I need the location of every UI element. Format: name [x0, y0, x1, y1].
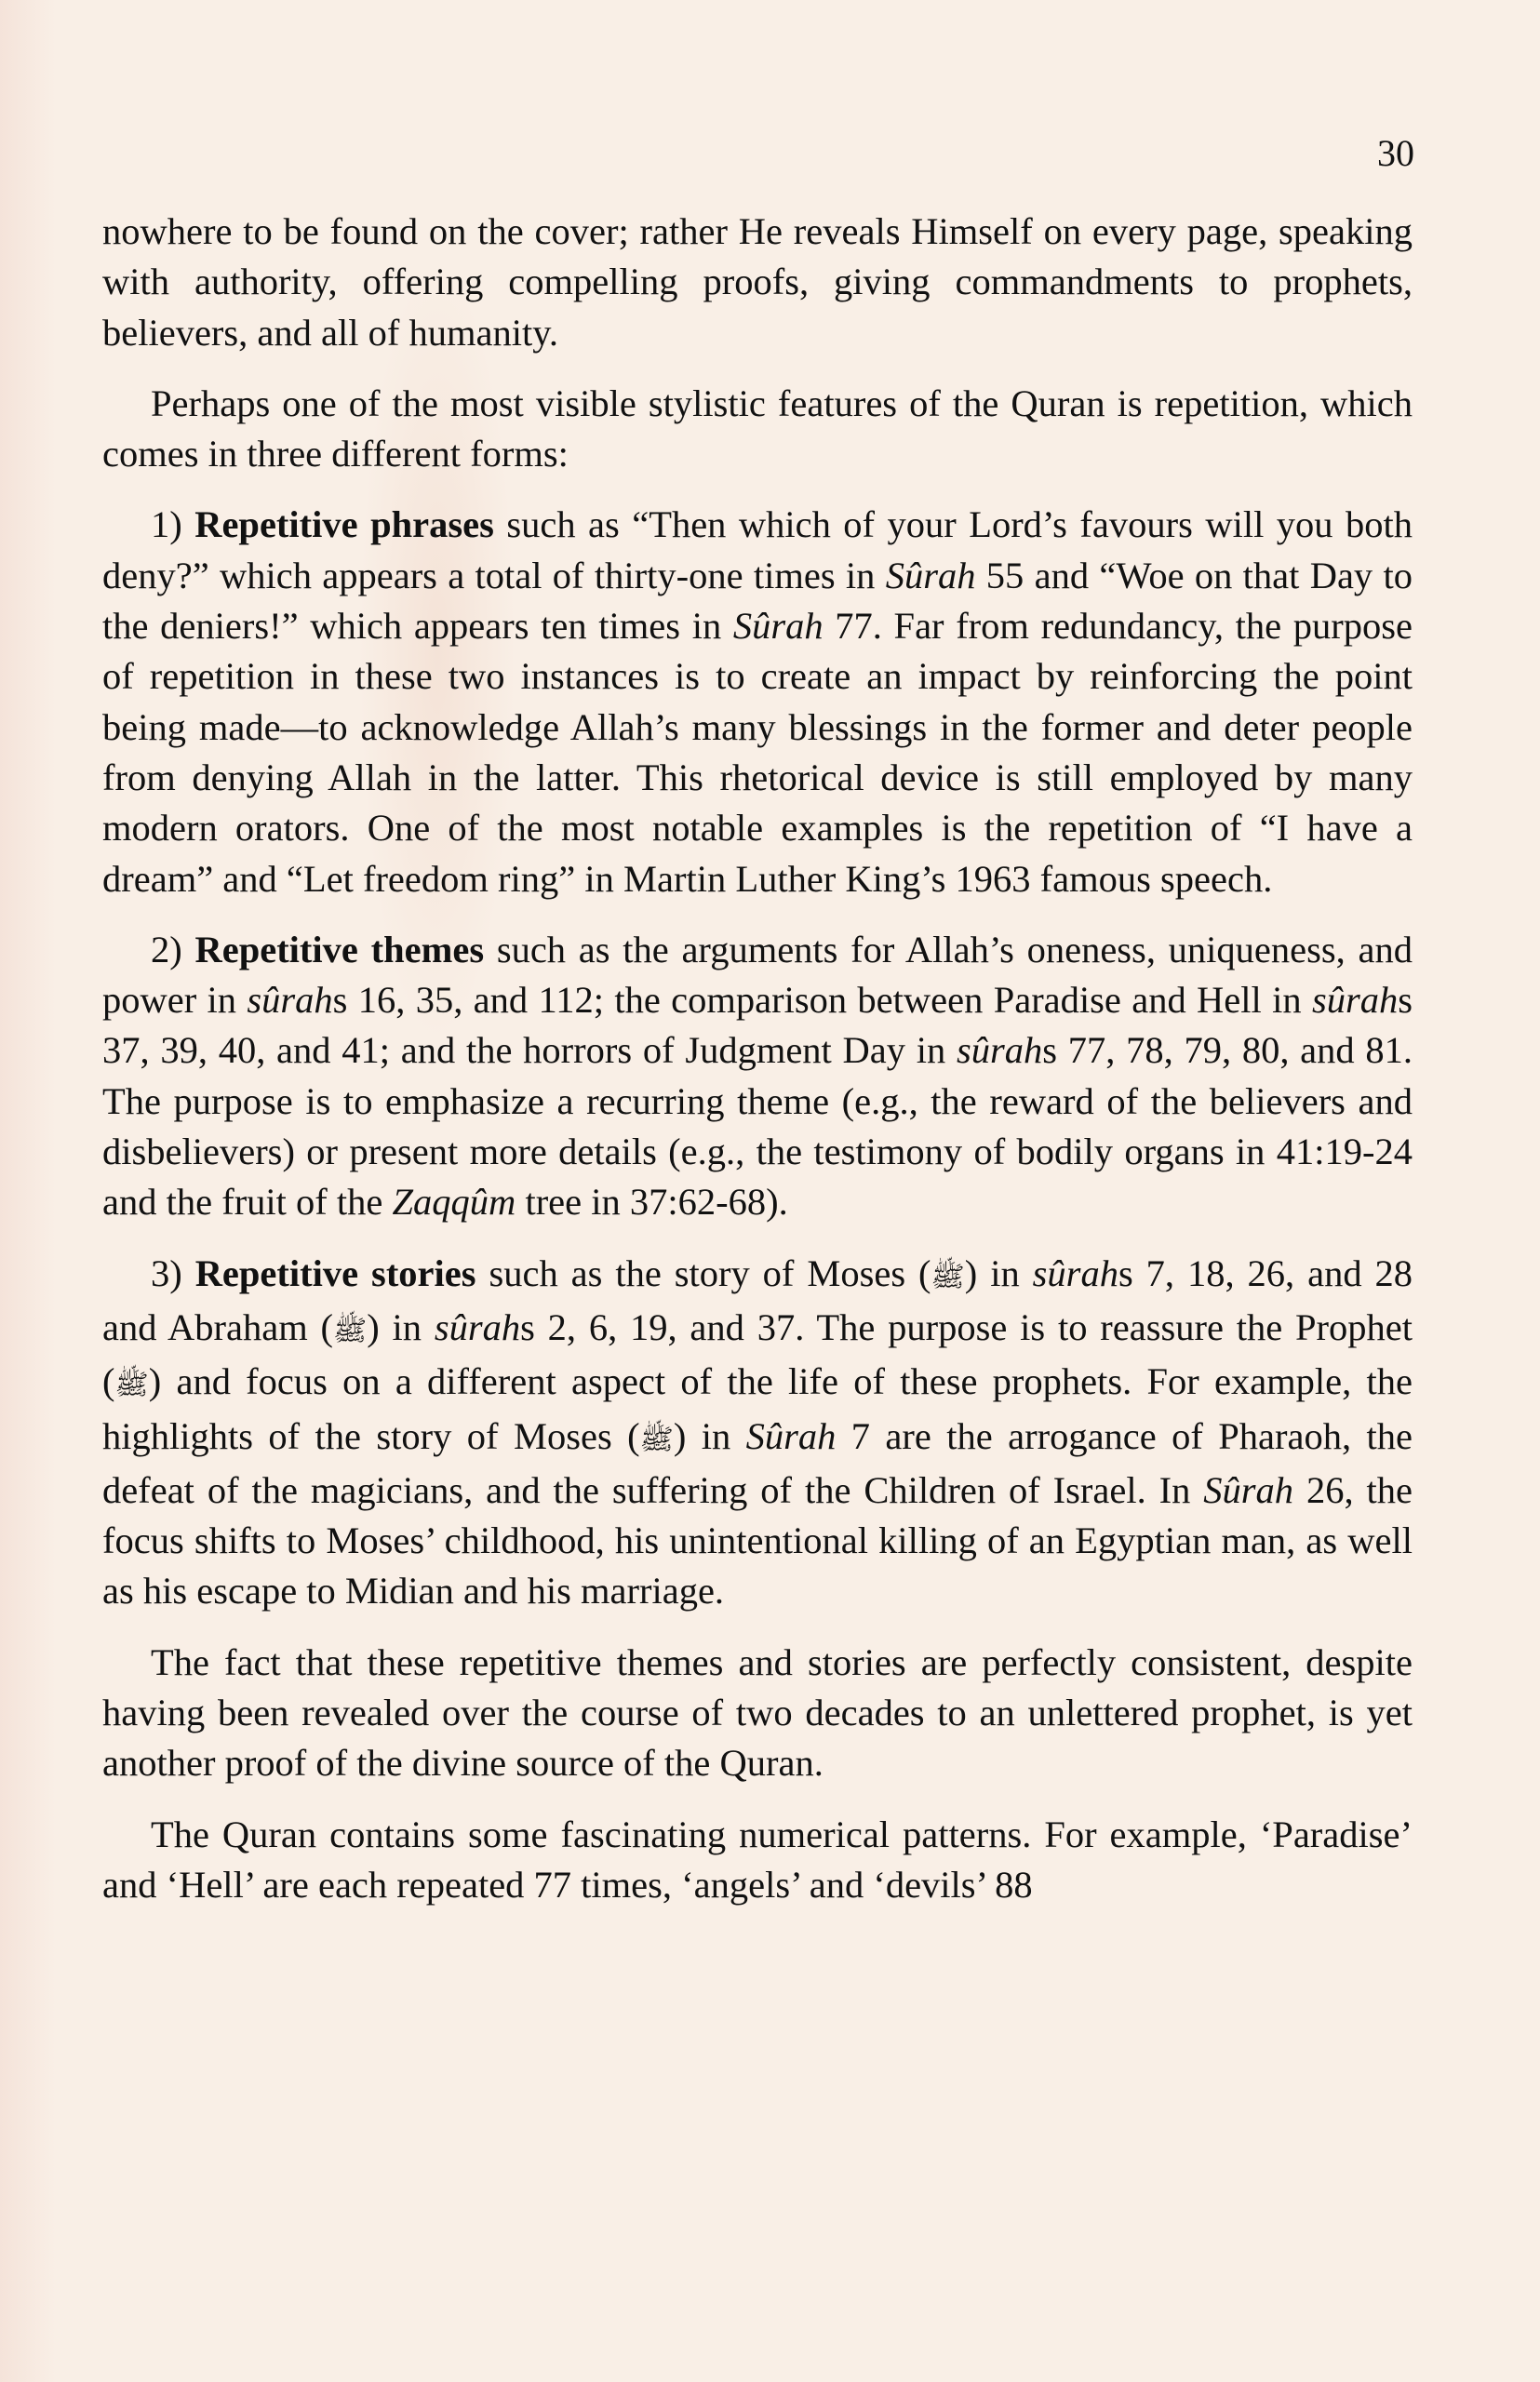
paragraph-numerical-patterns: [102, 1810, 1413, 1911]
page-number: 30: [1377, 132, 1414, 174]
text-run: The fact that these repetitive themes and stories are perfectly consistent, despite having been revealed over the course of two decades to an unlettered prophet, is yet another proof of the divine source of the Quran.: [102, 1640, 1413, 1785]
text-run: ) and focus on a different aspect of the life of these prophets. For example, the highlights of the story of Moses (: [102, 1360, 1413, 1457]
salawat-icon: ﷺ: [333, 1314, 368, 1347]
text-run: Perhaps one of the most visible stylistic features of the Quran is repetition, which comes in three different forms:: [102, 381, 1413, 475]
text-run: such as the story of Moses (: [475, 1251, 931, 1294]
text-run: ) in: [673, 1414, 746, 1457]
paragraph-consistency: [102, 1638, 1413, 1789]
text-run: 3): [151, 1251, 195, 1294]
body-text: [102, 207, 1413, 1910]
text-run: The Quran contains some fascinating numerical patterns. For example, ‘Paradise’ and ‘Hell’ are each repeated 77 times, ‘angels’ and ‘devils’ 88: [102, 1813, 1413, 1906]
paragraph-repetition-intro: [102, 379, 1413, 480]
bold-term: Repetitive stories: [194, 1251, 476, 1294]
text-run: 1): [151, 503, 195, 546]
paragraph-continued: [102, 207, 1413, 358]
list-item-repetitive-stories: [102, 1249, 1413, 1617]
text-run: nowhere to be found on the cover; rather He reveals Himself on every page, speaking with authority, offering compelling proofs, giving commandments to prophets, believers, and all of humanity.: [102, 210, 1413, 354]
italic-term: sûrah: [956, 1029, 1043, 1072]
italic-term: sûrah: [1311, 979, 1399, 1022]
text-run: ) in: [367, 1305, 435, 1348]
bold-term: Repetitive themes: [194, 928, 485, 970]
italic-term: sûrah: [1032, 1251, 1118, 1294]
text-run: 55 and “Woe on that Day to the deniers!” which appears ten times in: [102, 554, 1413, 648]
text-run: 7 are the arrogance of Pharaoh, the defeat of the magicians, and the suffering of the Children of Israel. In: [102, 1414, 1413, 1511]
text-run: ) in: [964, 1251, 1033, 1294]
text-run: tree in 37:62-68).: [516, 1181, 788, 1224]
text-run: s 77, 78, 79, 80, and 81. The purpose is to emphasize a recurring theme (e.g., the reward of the believers and disbelievers) or present more details (e.g., the testimony of bodily organs in 41:19-24 and the fruit of the: [102, 1029, 1413, 1224]
italic-term: Sûrah: [1203, 1468, 1294, 1511]
list-item-repetitive-phrases: [102, 500, 1413, 903]
salawat-icon: ﷺ: [639, 1423, 674, 1456]
list-item-repetitive-themes: [102, 925, 1413, 1228]
text-run: such as the arguments for Allah’s oneness, uniqueness, and power in: [102, 928, 1413, 1022]
text-run: s 7, 18, 26, and 28 and Abraham (: [102, 1251, 1413, 1348]
text-run: 77. Far from redundancy, the purpose of repetition in these two instances is to create an impact by reinforcing the point being made—to acknowledge Allah’s many blessings in the former and deter people from denying Allah in the latter. This rhetorical device is still employed by many modern orators. One of the most notable examples is the repetition of “I have a dream” and “Let freedom ring” in Martin Luther King’s 1963 famous speech.: [102, 605, 1413, 900]
salawat-icon: ﷺ: [114, 1369, 149, 1402]
text-run: 2): [151, 928, 195, 970]
italic-term: Zaqqûm: [392, 1181, 516, 1224]
text-run: s 16, 35, and 112; the comparison between Paradise and Hell in: [332, 979, 1312, 1022]
italic-term: sûrah: [247, 979, 333, 1022]
text-run: s 37, 39, 40, and 41; and the horrors of Judgment Day in: [102, 979, 1413, 1072]
text-run: s 2, 6, 19, and 37. The purpose is to reassure the Prophet (: [102, 1305, 1413, 1403]
italic-term: Sûrah: [885, 554, 976, 596]
italic-term: sûrah: [434, 1305, 521, 1348]
salawat-icon: ﷺ: [931, 1260, 965, 1293]
text-run: 26, the focus shifts to Moses’ childhood, his unintentional killing of an Egyptian man, as well as his escape to Midian and his marriage.: [102, 1468, 1413, 1613]
text-run: such as “Then which of your Lord’s favours will you both deny?” which appears a total of thirty-one times in: [102, 503, 1413, 596]
italic-term: Sûrah: [732, 605, 824, 648]
bold-term: Repetitive phrases: [194, 503, 494, 546]
italic-term: Sûrah: [745, 1414, 837, 1457]
